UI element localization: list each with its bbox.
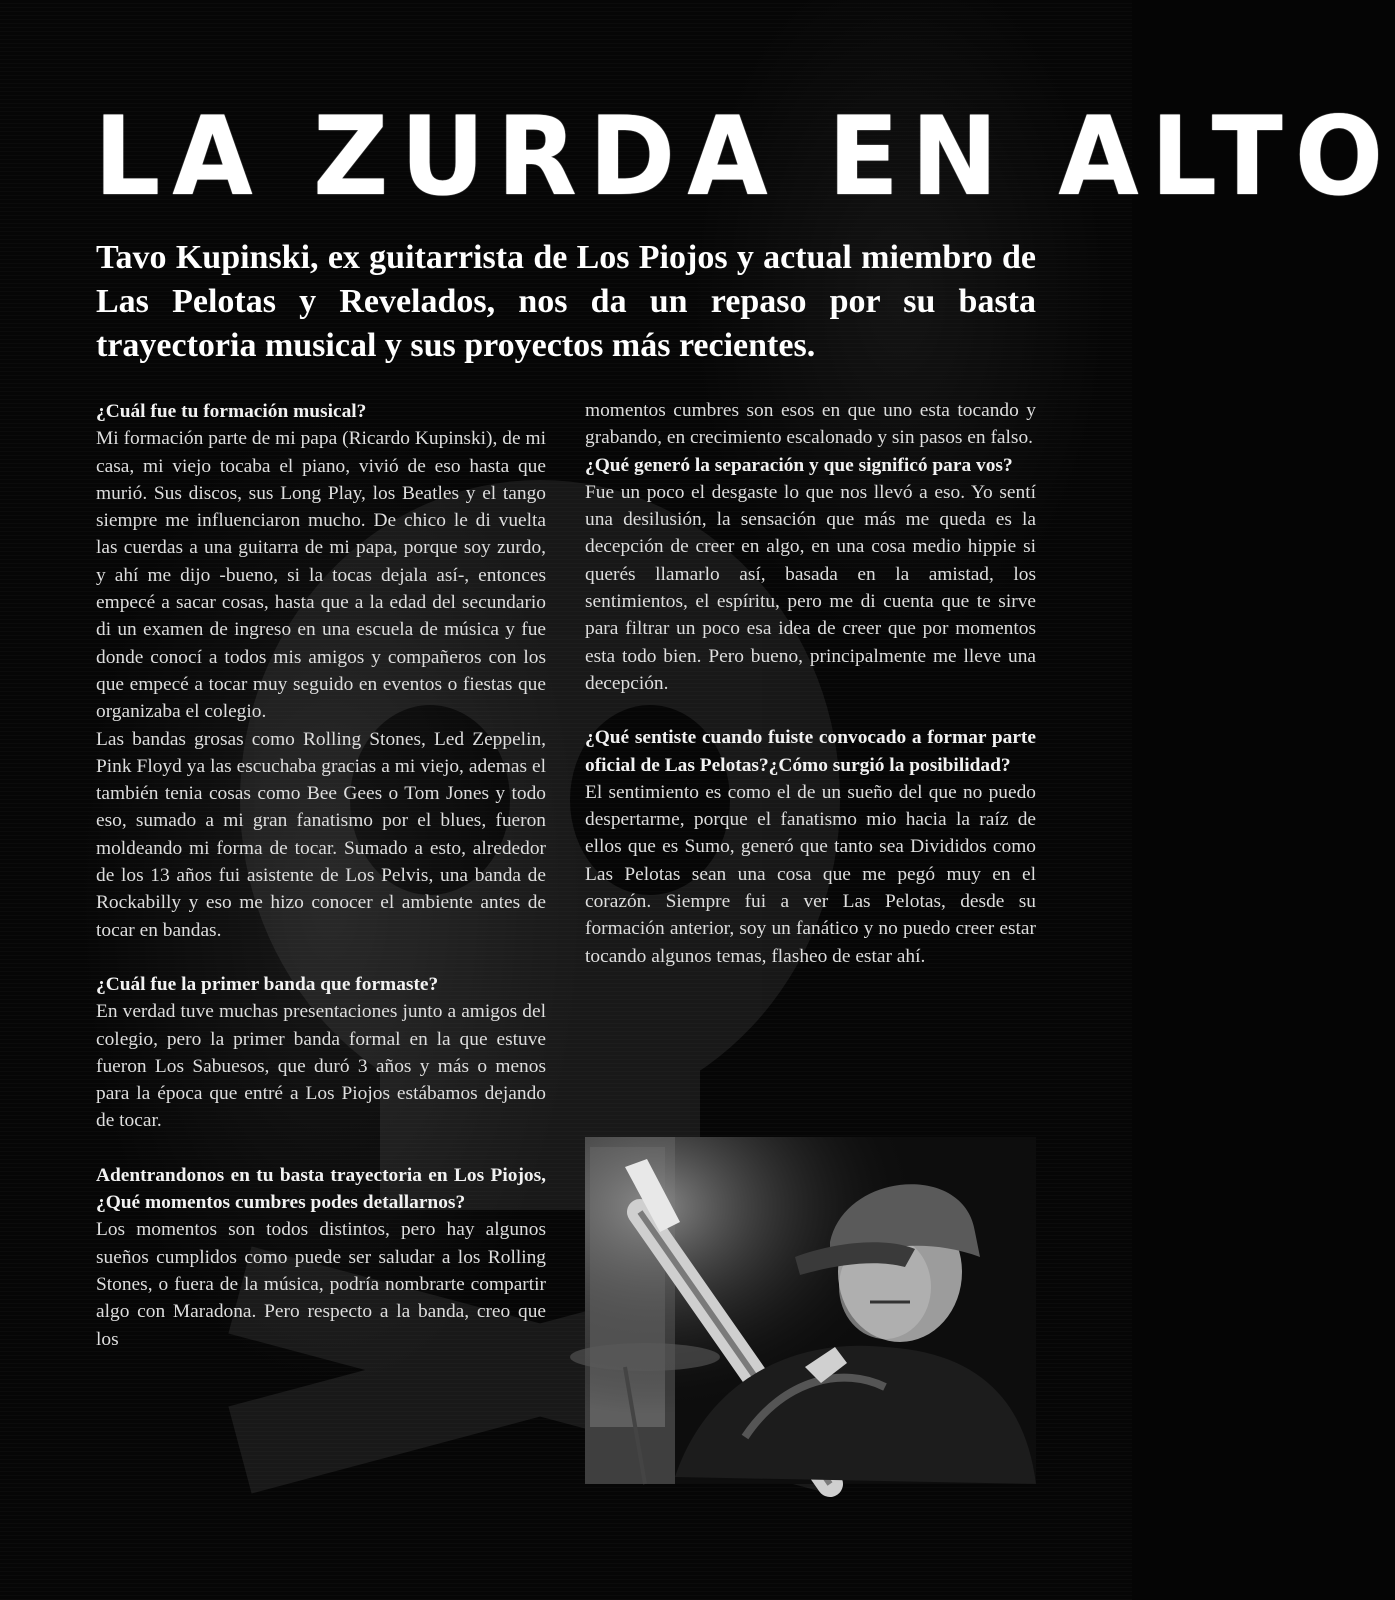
answer-formacion-p2: Las bandas grosas como Rolling Stones, Led Zeppelin, Pink Floyd ya las escuchaba gracias a mi viejo, ademas el también tenia cosas como Bee Gees o Tom Jones y todo eso, sumado a mi gran fanatismo por el blues, fueron moldeando mi forma de tocar. Sumado a esto, alrededor de los 13 años fui asistente de Los Pelvis, una banda de Rockabilly y eso me hizo conocer el ambiente antes de tocar en bandas. bbox=[96, 728, 546, 941]
right-column bbox=[585, 397, 1036, 970]
article-title: LA ZURDA EN ALTO bbox=[94, 92, 1395, 221]
question-primer-banda: ¿Cuál fue la primer banda que formaste? bbox=[96, 973, 439, 995]
paragraph-gap bbox=[585, 697, 1036, 724]
guitarist-illustration bbox=[585, 1137, 1036, 1484]
question-las-pelotas: ¿Qué sentiste cuando fuiste convocado a formar parte oficial de Las Pelotas?¿Cómo surgió la posibilidad? bbox=[585, 727, 1036, 776]
answer-separacion: Fue un poco el desgaste lo que nos llevó a eso. Yo sentí una desilusión, la sensación que más me queda es la decepción de creer en algo, en una cosa medio hippie si querés llamarlo así, basada en la amistad, los sentimientos, el espíritu, pero me di cuenta que te sirve para filtrar un poco esa idea de creer que por momentos esta todo bien. Pero bueno, principalmente me lleve una decepción. bbox=[585, 481, 1036, 694]
paragraph-gap bbox=[96, 1135, 546, 1162]
paragraph-gap bbox=[96, 944, 546, 971]
question-separacion: ¿Qué generó la separación y que significó para vos? bbox=[585, 454, 1013, 476]
answer-momentos-cumbres: Los momentos son todos distintos, pero hay algunos sueños cumplidos como puede ser saludar a los Rolling Stones, o fuera de la música, podría nombrarte compartir algo con Maradona. Pero respecto a la banda, creo que los bbox=[96, 1219, 546, 1350]
left-column bbox=[96, 398, 546, 1353]
answer-formacion-p1: Mi formación parte de mi papa (Ricardo Kupinski), de mi casa, mi viejo tocaba el piano, vivió de eso hasta que murió. Sus discos, sus Long Play, los Beatles y el tango siempre me influenciaron mucho. De chico le di vuelta las cuerdas a una guitarra de mi papa, porque soy zurdo, y ahí me dijo -bueno, si la tocas dejala así-, entonces empecé a sacar cosas, hasta que a la edad del secundario di un examen de ingreso en una escuela de música y fue donde conocí a todos mis amigos y compañeros con los que empecé a tocar muy seguido en eventos o fiestas que organizaba el colegio. bbox=[96, 428, 546, 723]
question-momentos-cumbres: Adentrandonos en tu basta trayectoria en Los Piojos, ¿Qué momentos cumbres podes detallarnos? bbox=[96, 1164, 546, 1214]
guitarist-photo bbox=[585, 1137, 1036, 1484]
answer-las-pelotas: El sentimiento es como el de un sueño del que no puedo despertarme, porque el fanatismo mio hacia la raíz de ellos que es Sumo, generó que tanto sea Divididos como Las Pelotas sean una cosa que me pegó muy en el corazón. Siempre fui a ver Las Pelotas, desde su formación anterior, soy un fanático y no puedo creer estar tocando algunos temas, flasheo de estar ahí. bbox=[585, 781, 1036, 967]
answer-primer-banda: En verdad tuve muchas presentaciones junto a amigos del colegio, pero la primer banda formal en la que estuve fueron Los Sabuesos, que duró 3 años y más o menos para la época que entré a Los Piojos estábamos dejando de tocar. bbox=[96, 1001, 546, 1132]
answer-momentos-cumbres-cont: momentos cumbres son esos en que uno esta tocando y grabando, en crecimiento escalonado y sin pasos en falso. bbox=[585, 400, 1036, 449]
question-formacion: ¿Cuál fue tu formación musical? bbox=[96, 401, 367, 422]
article-subtitle: Tavo Kupinski, ex guitarrista de Los Piojos y actual miembro de Las Pelotas y Revelados, nos da un repaso por su basta trayectoria musical y sus proyectos más recientes. bbox=[96, 239, 1036, 364]
